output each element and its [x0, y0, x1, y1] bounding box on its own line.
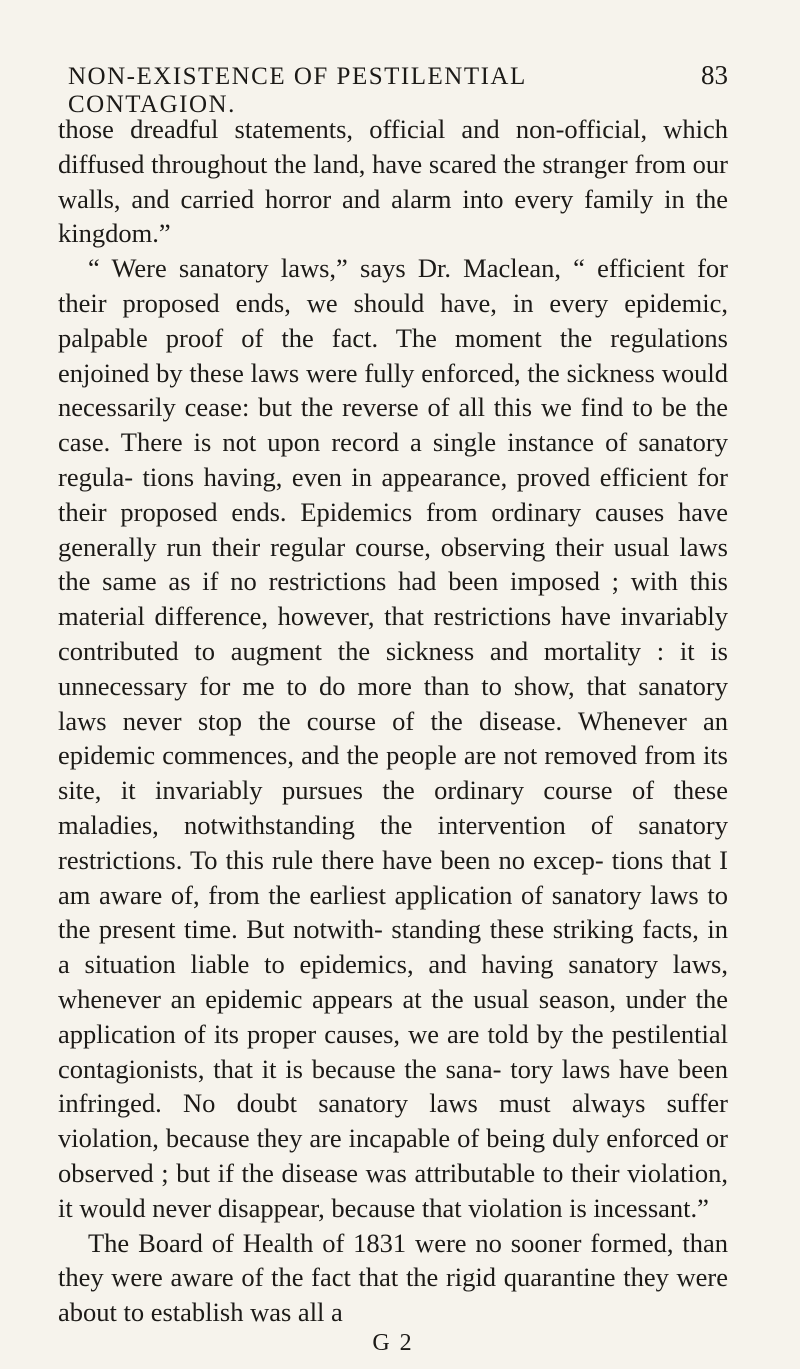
page-number: 83 — [701, 60, 728, 90]
running-title: NON-EXISTENCE OF PESTILENTIAL CONTAGION. — [68, 63, 526, 118]
paragraph-board-of-health: The Board of Health of 1831 were no sooner formed, than they were aware of the fact that the rigid quarantine they were about to establish was all a — [58, 1227, 728, 1328]
body-text — [58, 112, 728, 1330]
running-head — [58, 60, 728, 118]
paragraph-maclean-quote: “ Were sanatory laws,” says Dr. Maclean, “ efficient for their proposed ends, we should have, in every epidemic, palpable proof of the fact. The moment the regulations enjoined by these laws were fully enforced, the sickness would necessarily cease: but the reverse of all this we find to be the case. There is not upon record a single instance of sanatory regula- tions having, even in appearance, proved efficient for their proposed ends. Epidemics from ordinary causes have generally run their regular course, observing their usual laws the same as if no restrictions had been imposed ; with this material difference, however, that restrictions have invariably contributed to augment the sickness and mortality : it is unnecessary for me to do more than to show, that sanatory laws never stop the course of the disease. Whenever an epidemic commences, and the people are not removed from its site, it invariably pursues the ordinary course of these maladies, notwithstanding the intervention of sanatory restrictions. To this rule there have been no excep- tions that I am aware of, from the earliest application of sanatory laws to the present time. But notwith- standing these striking facts, in a situation liable to epidemics, and having sanatory laws, whenever an epidemic appears at the usual season, under the application of its proper causes, we are told by the pestilential contagionists, that it is because the sana- tory laws have been infringed. No doubt sanatory laws must always suffer violation, because they are incapable of being duly enforced or observed ; but if the disease was attributable to their violation, it would never disappear, because that violation is incessant.” — [58, 253, 728, 1223]
signature-mark: G 2 — [372, 1329, 414, 1356]
paragraph-continuation: those dreadful statements, official and non-official, which diffused throughout the land, have scared the stranger from our walls, and carried horror and alarm into every family in the kingdom.” — [58, 114, 728, 249]
